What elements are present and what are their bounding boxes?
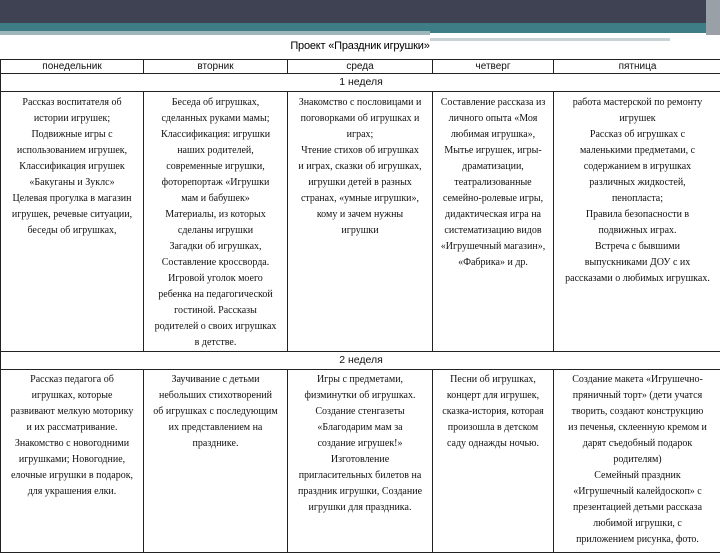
cell-line: ребенка на педагогической (145, 287, 286, 303)
cell-line: современные игрушки, (145, 159, 286, 175)
cell-line: их представлением на (145, 420, 286, 436)
activity-cell (554, 92, 720, 352)
cell-line: работа мастерской по ремонту (555, 95, 720, 111)
cell-line: Семейный праздник (555, 468, 720, 484)
cell-line: развивают мелкую моторику (2, 404, 142, 420)
cell-line: игрушек, речевые ситуации, (2, 207, 142, 223)
cell-line: об игрушках с последующим (145, 404, 286, 420)
cell-line: Составление кроссворда. (145, 255, 286, 271)
cell-line: «Бакуганы и Зуклс» (2, 175, 142, 191)
header-bar (0, 0, 720, 23)
cell-line: кому и зачем нужны (289, 207, 431, 223)
week-label: 2 неделя (1, 352, 720, 370)
activity-cell (144, 370, 288, 553)
cell-line: Песни об игрушках, (434, 372, 552, 388)
cell-line: пряничный торт» (дети учатся (555, 388, 720, 404)
cell-line: в детстве. (145, 335, 286, 351)
cell-line: Игровой уголок моего (145, 271, 286, 287)
week-label: 1 неделя (1, 74, 720, 92)
cell-line: «Благодарим мам за (289, 420, 431, 436)
cell-line: игрушки детей в разных (289, 175, 431, 191)
cell-line: игрушками; Новогодние, (2, 452, 142, 468)
activity-cell (433, 370, 554, 553)
table-row (1, 370, 720, 553)
cell-line: истории игрушек; (2, 111, 142, 127)
day-header: вторник (144, 60, 288, 74)
cell-line: из печенья, склеенную кремом и (555, 420, 720, 436)
cell-line: поговорками об игрушках и (289, 111, 431, 127)
day-header: пятница (554, 60, 720, 74)
header-row (1, 60, 720, 74)
cell-line: любимой игрушки, с (555, 516, 720, 532)
cell-line: Создание макета «Игрушечно- (555, 372, 720, 388)
cell-line: празднике. (145, 436, 286, 452)
table-row (1, 92, 720, 352)
cell-line: игрушки (289, 223, 431, 239)
cell-line: «Игрушечный калейдоскоп» с (555, 484, 720, 500)
cell-line: Целевая прогулка в магазин (2, 191, 142, 207)
cell-line: сказка-история, которая (434, 404, 552, 420)
cell-line: Загадки об игрушках, (145, 239, 286, 255)
activity-cell (1, 370, 144, 553)
cell-line: Изготовление (289, 452, 431, 468)
activity-cell (144, 92, 288, 352)
cell-line: Беседа об игрушках, (145, 95, 286, 111)
cell-line: Рассказ об игрушках с (555, 127, 720, 143)
cell-line: дарят съедобный подарок (555, 436, 720, 452)
cell-line: Рассказ педагога об (2, 372, 142, 388)
cell-line: презентацией детьми рассказа (555, 500, 720, 516)
activity-cell (288, 370, 433, 553)
cell-line: Подвижные игры с (2, 127, 142, 143)
cell-line: концерт для игрушек, (434, 388, 552, 404)
cell-line: дидактическая игра на (434, 207, 552, 223)
cell-line: для украшения елки. (2, 484, 142, 500)
cell-line: беседы об игрушках, (2, 223, 142, 239)
activity-cell (433, 92, 554, 352)
week-row (1, 352, 720, 370)
cell-line: праздник игрушки, Создание (289, 484, 431, 500)
cell-line: Знакомство с новогодними (2, 436, 142, 452)
cell-line: систематизацию видов (434, 223, 552, 239)
cell-line: Правила безопасности в (555, 207, 720, 223)
cell-line: Классификация: игрушки (145, 127, 286, 143)
cell-line: и играх, сказки об игрушках, (289, 159, 431, 175)
cell-line: фоторепортаж «Игрушки (145, 175, 286, 191)
cell-line: Классификация игрушек (2, 159, 142, 175)
cell-line: Составление рассказа из (434, 95, 552, 111)
cell-line: саду однажды ночью. (434, 436, 552, 452)
cell-line: небольших стихотворений (145, 388, 286, 404)
cell-line: странах, «умные игрушки», (289, 191, 431, 207)
cell-line: гостиной. Рассказы (145, 303, 286, 319)
cell-line: игрушек (555, 111, 720, 127)
cell-line: Материалы, из которых (145, 207, 286, 223)
corner-decoration (706, 0, 720, 35)
cell-line: Заучивание с детьми (145, 372, 286, 388)
cell-line: елочные игрушки в подарок, (2, 468, 142, 484)
cell-line: различных жидкостей, (555, 175, 720, 191)
cell-line: наших родителей, (145, 143, 286, 159)
cell-line: пенопласта; (555, 191, 720, 207)
cell-line: Встреча с бывшими (555, 239, 720, 255)
day-header: четверг (433, 60, 554, 74)
activity-cell (288, 92, 433, 352)
cell-line: творить, создают конструкцию (555, 404, 720, 420)
cell-line: подвижных играх. (555, 223, 720, 239)
cell-line: Создание стенгазеты (289, 404, 431, 420)
cell-line: Знакомство с пословицами и (289, 95, 431, 111)
cell-line: родителям) (555, 452, 720, 468)
cell-line: маленькими предметами, с (555, 143, 720, 159)
cell-line: драматизации, (434, 159, 552, 175)
cell-line: Чтение стихов об игрушках (289, 143, 431, 159)
cell-line: использованием игрушек, (2, 143, 142, 159)
cell-line: сделанных руками мамы; (145, 111, 286, 127)
cell-line: произошла в детском (434, 420, 552, 436)
cell-line: играх; (289, 127, 431, 143)
cell-line: рассказами о любимых игрушках. (555, 271, 720, 287)
cell-line: создание игрушек!» (289, 436, 431, 452)
cell-line: любимая игрушка», (434, 127, 552, 143)
cell-line: приложением рисунка, фото. (555, 532, 720, 548)
activity-cell (554, 370, 720, 553)
day-header: понедельник (1, 60, 144, 74)
cell-line: содержанием в игрушках (555, 159, 720, 175)
cell-line: «Игрушечный магазин», (434, 239, 552, 255)
week-row (1, 74, 720, 92)
cell-line: физминутки об игрушках. (289, 388, 431, 404)
cell-line: игрушки для праздника. (289, 500, 431, 516)
cell-line: семейно-ролевые игры, (434, 191, 552, 207)
cell-line: Игры с предметами, (289, 372, 431, 388)
day-header: среда (288, 60, 433, 74)
cell-line: и их рассматривание. (2, 420, 142, 436)
cell-line: сделаны игрушки (145, 223, 286, 239)
cell-line: выпускниками ДОУ с их (555, 255, 720, 271)
cell-line: родителей о своих игрушках (145, 319, 286, 335)
cell-line: игрушках, которые (2, 388, 142, 404)
cell-line: мам и бабушек» (145, 191, 286, 207)
cell-line: пригласительных билетов на (289, 468, 431, 484)
cell-line: личного опыта «Моя (434, 111, 552, 127)
cell-line: «Фабрика» и др. (434, 255, 552, 271)
accent-stripe-light (0, 31, 430, 35)
activity-cell (1, 92, 144, 352)
page-title: Проект «Праздник игрушки» (0, 40, 720, 52)
cell-line: Мытье игрушек, игры- (434, 143, 552, 159)
cell-line: Рассказ воспитателя об (2, 95, 142, 111)
cell-line: театрализованные (434, 175, 552, 191)
schedule-table (0, 59, 720, 553)
